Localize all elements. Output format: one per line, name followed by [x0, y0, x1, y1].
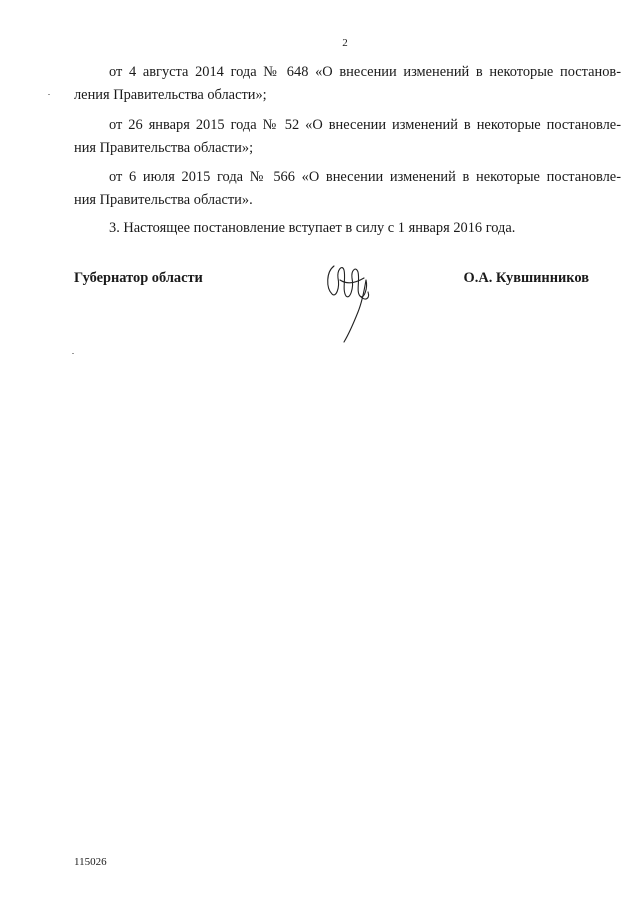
paragraph-line: от 6 июля 2015 года № 566 «О внесении изменений в некоторые постановле- [109, 169, 621, 185]
scan-speck [72, 353, 74, 354]
paragraph-line: ления Правительства области»; [74, 87, 267, 103]
paragraph-line: 3. Настоящее постановление вступает в силу с 1 января 2016 года. [109, 220, 516, 236]
paragraph-line: ния Правительства области». [74, 192, 253, 208]
paragraph-line: от 4 августа 2014 года № 648 «О внесении изменений в некоторые постанов- [109, 64, 621, 80]
amendment-item-2 [74, 114, 621, 160]
effective-date-clause [74, 217, 621, 240]
signer-title: Губернатор области [74, 270, 203, 286]
amendment-item-1 [74, 61, 621, 107]
handwritten-signature [320, 258, 380, 346]
amendment-item-3 [74, 166, 621, 212]
document-code: 115026 [74, 856, 107, 868]
signer-name: О.А. Кувшинников [463, 270, 589, 286]
scan-speck [48, 94, 50, 95]
page-number: 2 [342, 37, 348, 49]
paragraph-line: от 26 января 2015 года № 52 «О внесении изменений в некоторые постановле- [109, 117, 621, 133]
paragraph-line: ния Правительства области»; [74, 140, 254, 156]
